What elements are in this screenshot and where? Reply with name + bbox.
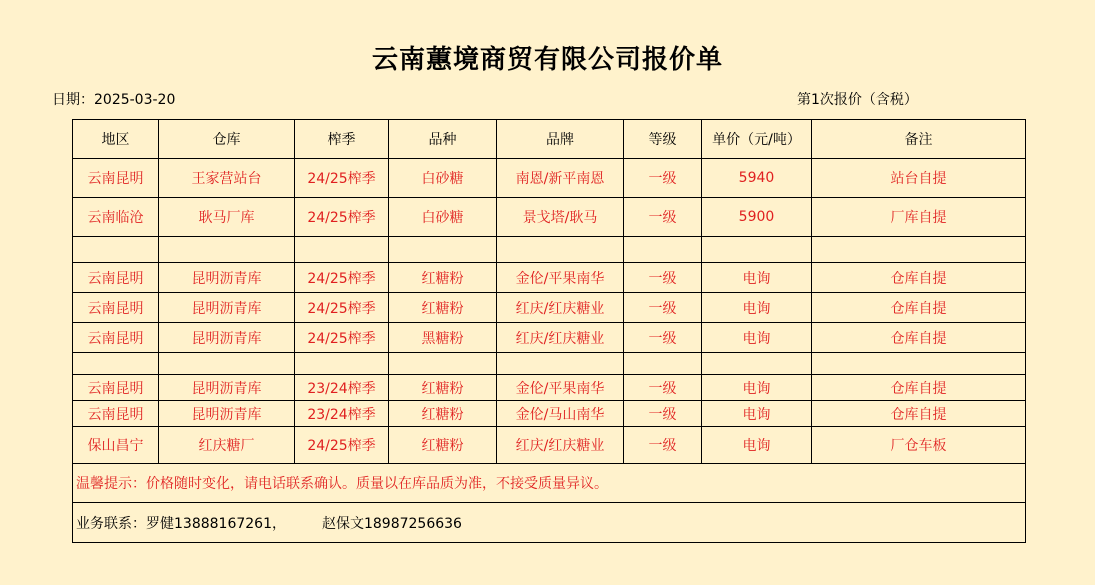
cell-season: 24/25榨季 — [295, 427, 389, 464]
cell-variety: 红糖粉 — [389, 263, 497, 293]
header-brand: 品牌 — [497, 120, 624, 159]
cell-region — [73, 353, 159, 375]
cell-remarks: 厂仓车板 — [812, 427, 1026, 464]
cell-brand: 南恩/新平南恩 — [497, 159, 624, 198]
cell-warehouse: 昆明沥青库 — [159, 375, 295, 401]
table-row — [73, 293, 1026, 323]
cell-remarks: 仓库自提 — [812, 293, 1026, 323]
quote-round-info: 第1次报价（含税） — [797, 92, 918, 108]
contact-row — [73, 503, 1026, 543]
cell-region: 云南昆明 — [73, 293, 159, 323]
cell-grade: 一级 — [624, 323, 702, 353]
cell-variety: 白砂糖 — [389, 159, 497, 198]
table-row-empty — [73, 353, 1026, 375]
header-warehouse: 仓库 — [159, 120, 295, 159]
cell-season: 24/25榨季 — [295, 263, 389, 293]
cell-region: 云南昆明 — [73, 159, 159, 198]
cell-price: 电询 — [702, 427, 812, 464]
cell-variety: 黑糖粉 — [389, 323, 497, 353]
document-title: 云南蕙境商贸有限公司报价单 — [371, 45, 723, 75]
cell-variety: 红糖粉 — [389, 427, 497, 464]
price-table — [72, 119, 1026, 543]
cell-grade: 一级 — [624, 198, 702, 237]
cell-brand: 景戈塔/耿马 — [497, 198, 624, 237]
cell-grade: 一级 — [624, 401, 702, 427]
cell-season — [295, 353, 389, 375]
quote-date — [52, 90, 175, 110]
table-row — [73, 323, 1026, 353]
cell-brand: 金伦/平果南华 — [497, 263, 624, 293]
cell-season: 24/25榨季 — [295, 323, 389, 353]
cell-variety — [389, 353, 497, 375]
cell-warehouse: 昆明沥青库 — [159, 323, 295, 353]
cell-region: 保山昌宁 — [73, 427, 159, 464]
cell-remarks: 厂库自提 — [812, 198, 1026, 237]
table-row — [73, 263, 1026, 293]
cell-region: 云南昆明 — [73, 263, 159, 293]
cell-season: 24/25榨季 — [295, 198, 389, 237]
cell-grade: 一级 — [624, 375, 702, 401]
cell-price: 电询 — [702, 293, 812, 323]
cell-brand: 红庆/红庆糖业 — [497, 427, 624, 464]
date-label: 日期： — [52, 92, 94, 108]
cell-variety: 红糖粉 — [389, 293, 497, 323]
table-row — [73, 401, 1026, 427]
cell-warehouse — [159, 237, 295, 263]
cell-price: 5940 — [702, 159, 812, 198]
table-row — [73, 427, 1026, 464]
cell-remarks: 仓库自提 — [812, 323, 1026, 353]
cell-region: 云南昆明 — [73, 375, 159, 401]
cell-variety — [389, 237, 497, 263]
cell-warehouse: 昆明沥青库 — [159, 401, 295, 427]
cell-price: 电询 — [702, 375, 812, 401]
header-region: 地区 — [73, 120, 159, 159]
cell-brand: 红庆/红庆糖业 — [497, 293, 624, 323]
cell-grade: 一级 — [624, 427, 702, 464]
cell-region: 云南昆明 — [73, 323, 159, 353]
cell-region: 云南临沧 — [73, 198, 159, 237]
header-remarks: 备注 — [812, 120, 1026, 159]
header-season: 榨季 — [295, 120, 389, 159]
cell-price: 5900 — [702, 198, 812, 237]
cell-grade: 一级 — [624, 293, 702, 323]
cell-price — [702, 237, 812, 263]
cell-grade: 一级 — [624, 159, 702, 198]
cell-grade — [624, 237, 702, 263]
table-row — [73, 198, 1026, 237]
table-header-row — [73, 120, 1026, 159]
header-unit-price: 单价（元/吨） — [702, 120, 812, 159]
contact-person-1: 罗健13888167261， — [146, 515, 286, 532]
header-variety: 品种 — [389, 120, 497, 159]
notice-row — [73, 464, 1026, 503]
cell-remarks: 仓库自提 — [812, 263, 1026, 293]
cell-variety: 红糖粉 — [389, 375, 497, 401]
table-row — [73, 159, 1026, 198]
cell-warehouse: 昆明沥青库 — [159, 293, 295, 323]
cell-price: 电询 — [702, 401, 812, 427]
cell-grade — [624, 353, 702, 375]
cell-season: 24/25榨季 — [295, 293, 389, 323]
cell-remarks: 仓库自提 — [812, 401, 1026, 427]
cell-warehouse: 耿马厂库 — [159, 198, 295, 237]
cell-remarks: 仓库自提 — [812, 375, 1026, 401]
contact-label: 业务联系： — [76, 515, 146, 532]
table-row — [73, 375, 1026, 401]
cell-price: 电询 — [702, 263, 812, 293]
cell-region: 云南昆明 — [73, 401, 159, 427]
header-grade: 等级 — [624, 120, 702, 159]
cell-remarks — [812, 237, 1026, 263]
cell-season: 23/24榨季 — [295, 375, 389, 401]
cell-remarks: 站台自提 — [812, 159, 1026, 198]
table-row-empty — [73, 237, 1026, 263]
cell-brand — [497, 237, 624, 263]
contact-person-2: 赵保文18987256636 — [321, 515, 462, 532]
contact-cell — [73, 503, 1026, 543]
cell-region — [73, 237, 159, 263]
cell-price — [702, 353, 812, 375]
cell-remarks — [812, 353, 1026, 375]
cell-price: 电询 — [702, 323, 812, 353]
cell-grade: 一级 — [624, 263, 702, 293]
date-value: 2025-03-20 — [94, 92, 176, 108]
cell-season: 23/24榨季 — [295, 401, 389, 427]
cell-season: 24/25榨季 — [295, 159, 389, 198]
cell-season — [295, 237, 389, 263]
cell-brand: 金伦/平果南华 — [497, 375, 624, 401]
notice-text: 温馨提示：价格随时变化，请电话联系确认。质量以在库品质为准，不接受质量异议。 — [73, 464, 1026, 503]
cell-warehouse: 昆明沥青库 — [159, 263, 295, 293]
cell-variety: 白砂糖 — [389, 198, 497, 237]
cell-warehouse: 红庆糖厂 — [159, 427, 295, 464]
cell-brand — [497, 353, 624, 375]
cell-variety: 红糖粉 — [389, 401, 497, 427]
cell-warehouse: 王家营站台 — [159, 159, 295, 198]
cell-brand: 红庆/红庆糖业 — [497, 323, 624, 353]
cell-warehouse — [159, 353, 295, 375]
cell-brand: 金伦/马山南华 — [497, 401, 624, 427]
